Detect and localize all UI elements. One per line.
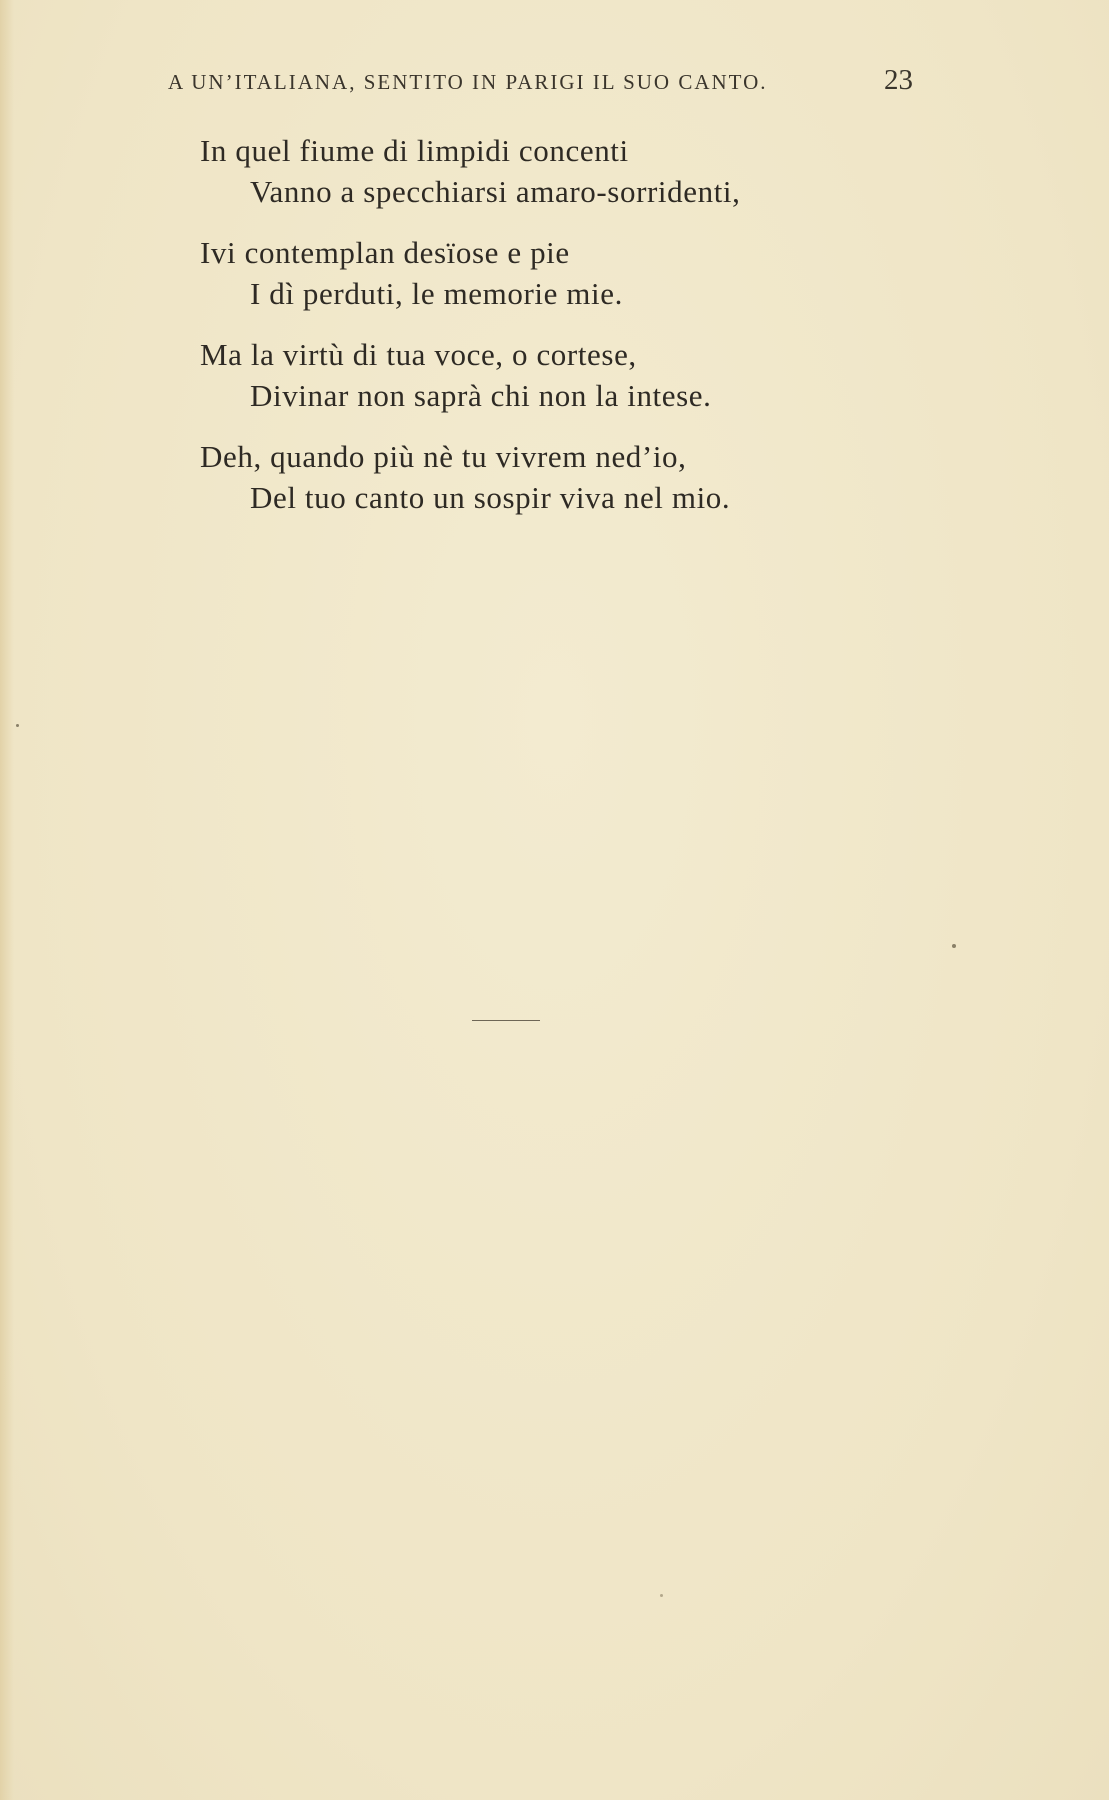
verse-line: In quel fiume di limpidi concenti	[200, 133, 629, 168]
page-edge-shadow	[0, 0, 14, 1800]
stanza	[200, 436, 900, 518]
stanza	[200, 130, 900, 212]
paper-speck	[660, 1594, 663, 1597]
verse-line: Ivi contemplan desïose e pie	[200, 235, 570, 270]
verse-line-indented: Divinar non saprà chi non la intese.	[250, 378, 712, 413]
running-head-title: A UN’ITALIANA, SENTITO IN PARIGI IL SUO CANTO.	[168, 70, 768, 94]
verse-line: Ma la virtù di tua voce, o cortese,	[200, 337, 637, 372]
poem-body	[200, 130, 900, 538]
verse-line-indented: Vanno a specchiarsi amaro-sorridenti,	[250, 174, 741, 209]
verse-line-indented: Del tuo canto un sospir viva nel mio.	[250, 480, 731, 515]
running-head	[168, 64, 913, 96]
verse-line-indented: I dì perduti, le memorie mie.	[250, 276, 623, 311]
paper-speck	[952, 944, 956, 948]
end-rule-divider	[472, 1020, 540, 1021]
stanza	[200, 334, 900, 416]
page-number: 23	[884, 64, 913, 96]
stanza	[200, 232, 900, 314]
paper-speck	[16, 724, 19, 727]
verse-line: Deh, quando più nè tu vivrem ned’io,	[200, 439, 687, 474]
